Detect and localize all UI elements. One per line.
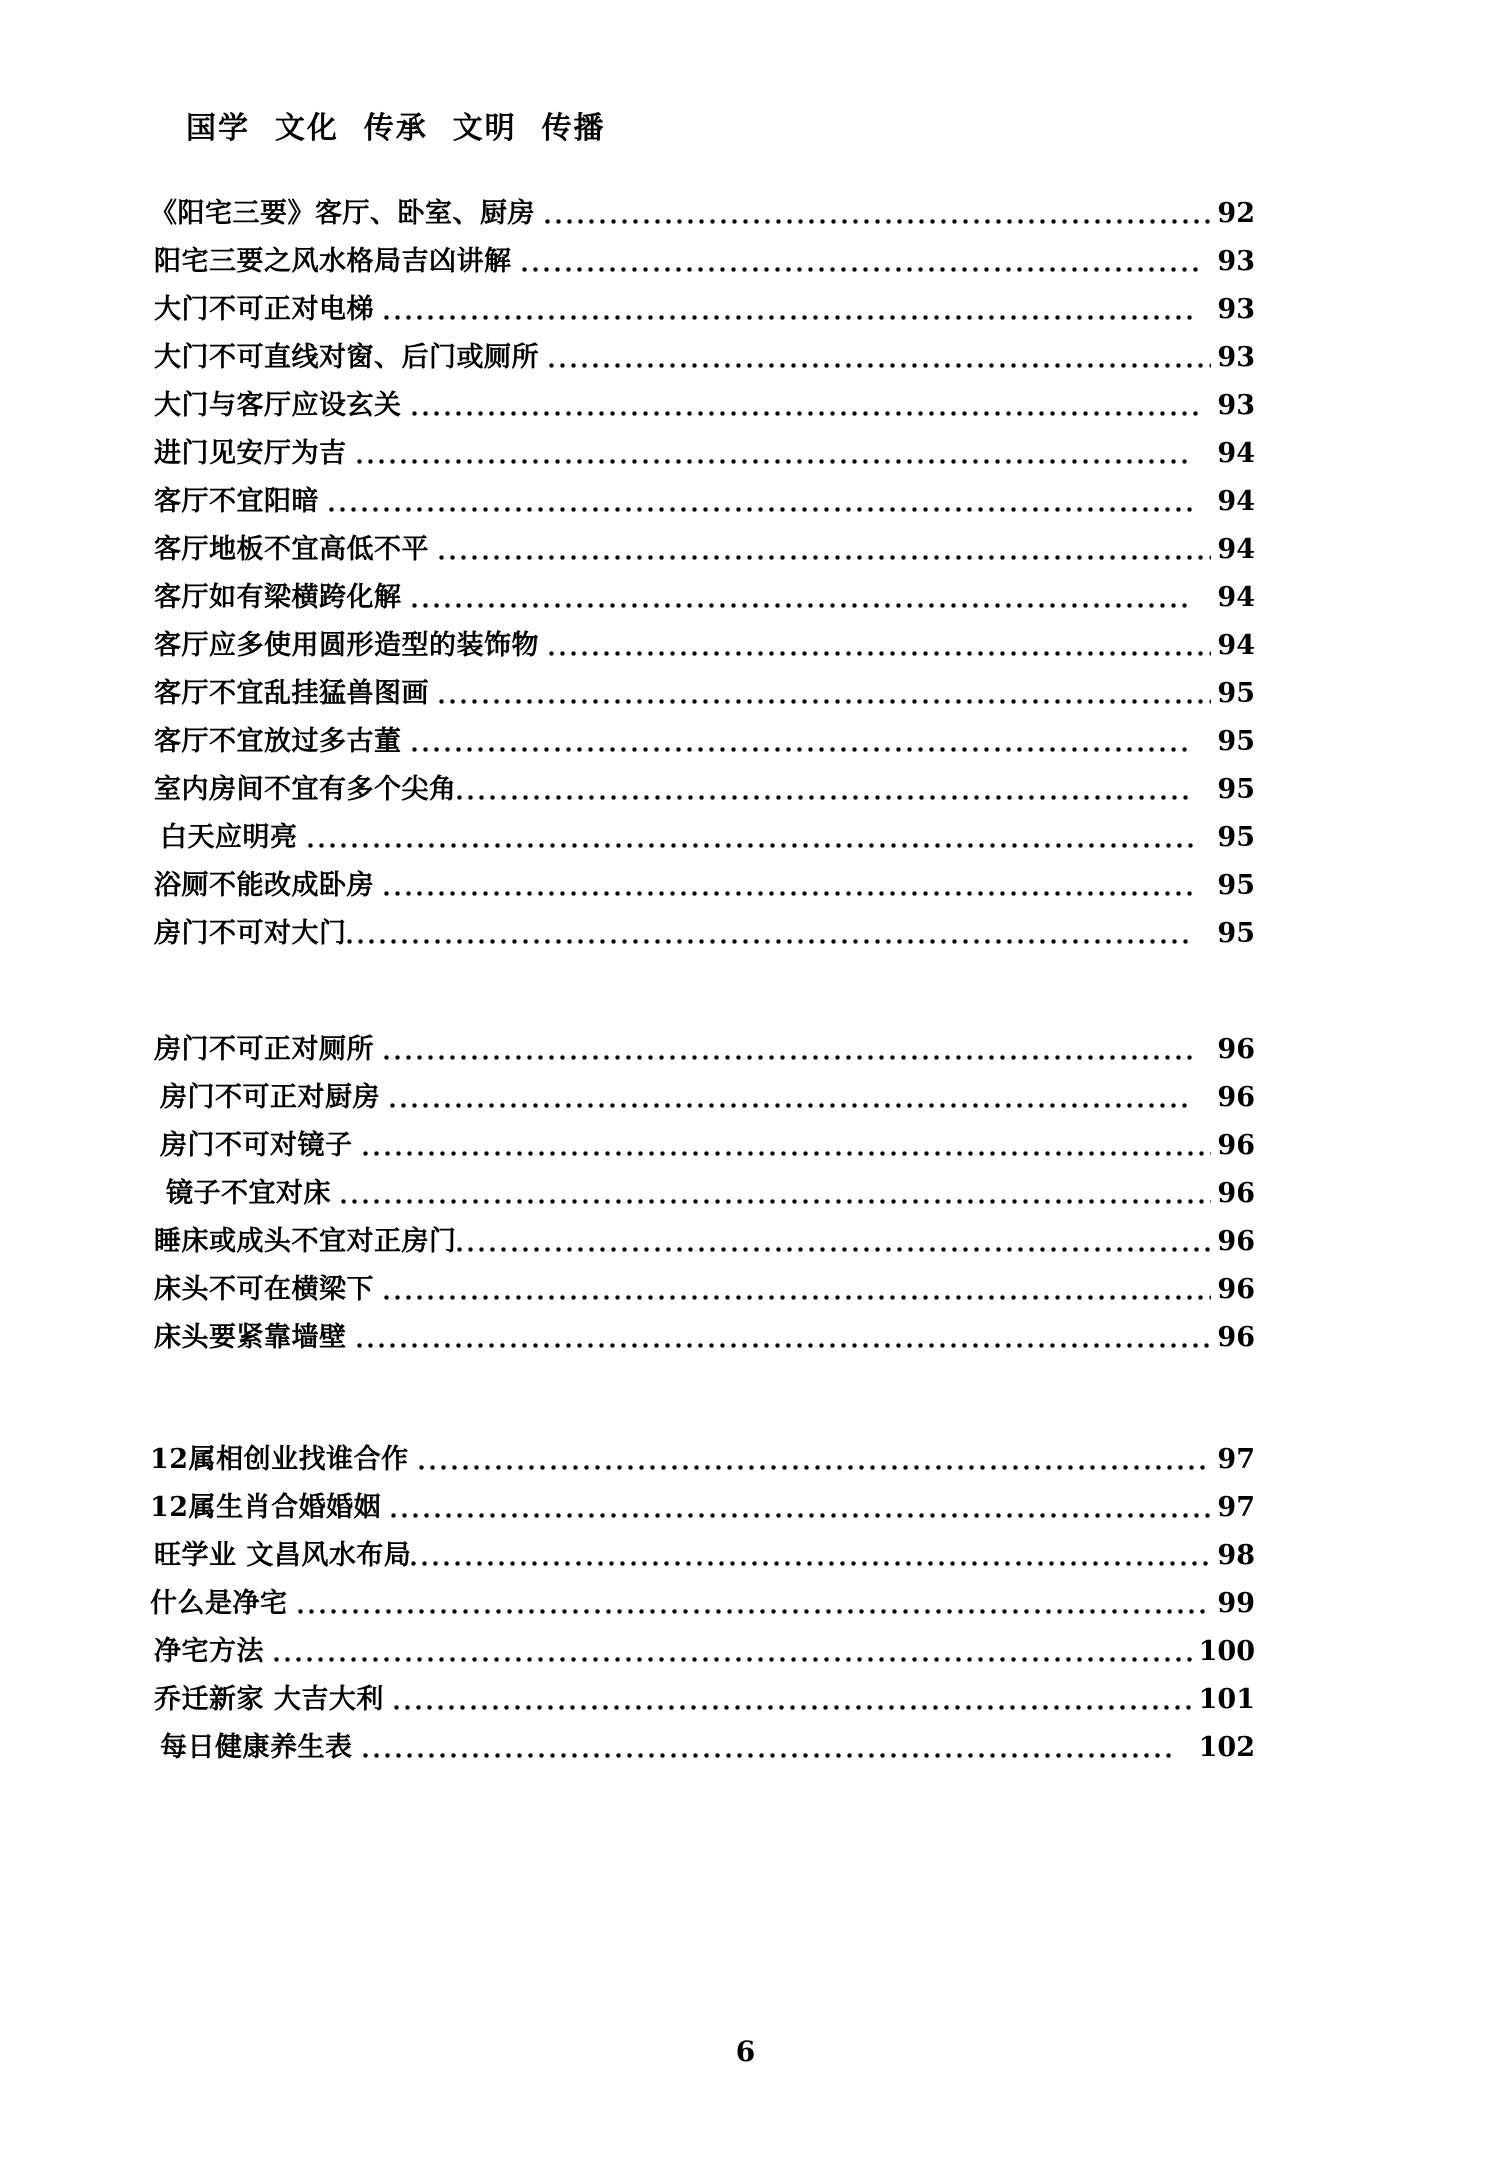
toc-entry[interactable]	[150, 814, 1255, 862]
toc-entry[interactable]	[150, 1314, 1255, 1362]
toc-entry-title: 客厅应多使用圆形造型的装饰物	[154, 630, 539, 661]
toc-entry-page-number: 96	[1217, 1322, 1255, 1353]
toc-entry-title: 12属相创业找谁合作	[150, 1444, 409, 1475]
toc-entry-page-number: 102	[1198, 1732, 1255, 1763]
toc-entry-title: 镜子不宜对床	[166, 1178, 331, 1209]
toc-entry-title: 床头要紧靠墙壁	[154, 1322, 347, 1353]
toc-section	[150, 1436, 1255, 1772]
toc-entry-page-number: 96	[1217, 1130, 1255, 1161]
section-gap	[150, 958, 1255, 1026]
toc-entry[interactable]	[150, 190, 1255, 238]
toc-entry-title: 《阳宅三要》客厅、卧室、厨房	[150, 198, 535, 229]
toc-entry-title: 白天应明亮	[160, 822, 298, 853]
toc-entry-page-number: 96	[1217, 1082, 1255, 1113]
toc-entry-page-number: 94	[1217, 582, 1255, 613]
toc-dot-leader	[390, 1074, 1193, 1122]
toc-entry-title: 客厅不宜放过多古董	[154, 726, 402, 757]
toc-entry-page-number: 99	[1217, 1588, 1255, 1619]
toc-entry-title: 客厅不宜乱挂猛兽图画	[154, 678, 429, 709]
toc-dot-leader	[439, 670, 1211, 718]
toc-entry[interactable]	[150, 1676, 1255, 1724]
table-of-contents	[150, 190, 1255, 1772]
toc-entry-title: 12属生肖合婚婚姻	[150, 1492, 382, 1523]
toc-entry[interactable]	[150, 1122, 1255, 1170]
toc-entry[interactable]	[150, 1484, 1255, 1532]
toc-entry-title: 乔迁新家 大吉大利	[154, 1684, 384, 1715]
toc-entry[interactable]	[150, 430, 1255, 478]
toc-entry-page-number: 93	[1217, 246, 1255, 277]
toc-dot-leader	[419, 1436, 1212, 1484]
section-gap	[150, 1362, 1255, 1436]
toc-entry[interactable]	[150, 1724, 1255, 1772]
toc-entry[interactable]	[150, 1532, 1255, 1580]
toc-dot-leader	[274, 1628, 1193, 1676]
toc-entry-title: 床头不可在横梁下	[154, 1274, 374, 1305]
toc-entry[interactable]	[150, 334, 1255, 382]
toc-entry-page-number: 96	[1217, 1178, 1255, 1209]
toc-entry[interactable]	[150, 718, 1255, 766]
toc-entry-title: 房门不可正对厕所	[154, 1034, 374, 1065]
toc-entry[interactable]	[150, 286, 1255, 334]
toc-entry-page-number: 95	[1217, 822, 1255, 853]
toc-entry-title: 大门与客厅应设玄关	[154, 390, 402, 421]
toc-entry-page-number: 92	[1217, 198, 1255, 229]
toc-entry[interactable]	[150, 478, 1255, 526]
toc-entry-page-number: 98	[1217, 1540, 1255, 1571]
toc-dot-leader	[341, 1170, 1211, 1218]
toc-entry-title: 客厅地板不宜高低不平	[154, 534, 429, 565]
toc-entry-page-number: 95	[1217, 870, 1255, 901]
toc-dot-leader	[522, 238, 1202, 286]
toc-dot-leader	[363, 1724, 1175, 1772]
toc-entry[interactable]	[150, 1026, 1255, 1074]
toc-entry-title: 什么是净宅	[150, 1588, 288, 1619]
page-header: 国学 文化 传承 文明 传播	[186, 111, 606, 146]
toc-dot-leader	[384, 1026, 1193, 1074]
toc-entry[interactable]	[150, 1170, 1255, 1218]
page-number-footer: 6	[735, 2035, 756, 2068]
toc-dot-leader	[357, 430, 1194, 478]
toc-entry-title: 客厅不宜阳暗	[154, 486, 319, 517]
toc-entry-title: 房门不可对镜子	[160, 1130, 353, 1161]
toc-entry[interactable]	[150, 1628, 1255, 1676]
toc-dot-leader	[549, 622, 1211, 670]
toc-entry-page-number: 96	[1217, 1226, 1255, 1257]
toc-entry[interactable]	[150, 1218, 1255, 1266]
toc-dot-leader	[329, 478, 1193, 526]
toc-entry-page-number: 95	[1217, 678, 1255, 709]
toc-dot-leader	[308, 814, 1194, 862]
toc-entry-title: 进门见安厅为吉	[154, 438, 347, 469]
toc-dot-leader	[457, 766, 1194, 814]
toc-entry-page-number: 95	[1217, 726, 1255, 757]
toc-entry[interactable]	[150, 574, 1255, 622]
toc-entry-title: 每日健康养生表	[160, 1732, 353, 1763]
toc-entry[interactable]	[150, 766, 1255, 814]
toc-entry-page-number: 93	[1217, 342, 1255, 373]
toc-entry-title: 大门不可直线对窗、后门或厕所	[154, 342, 539, 373]
toc-dot-leader	[457, 1218, 1212, 1266]
toc-entry-page-number: 94	[1217, 630, 1255, 661]
toc-dot-leader	[384, 1266, 1211, 1314]
toc-entry-page-number: 94	[1217, 438, 1255, 469]
toc-entry-page-number: 95	[1217, 918, 1255, 949]
toc-dot-leader	[411, 1532, 1211, 1580]
toc-entry[interactable]	[150, 670, 1255, 718]
toc-entry-title: 房门不可对大门	[154, 918, 347, 949]
toc-entry[interactable]	[150, 238, 1255, 286]
toc-entry-title: 睡床或成头不宜对正房门	[154, 1226, 457, 1257]
toc-entry[interactable]	[150, 526, 1255, 574]
toc-dot-leader	[298, 1580, 1212, 1628]
toc-entry-page-number: 94	[1217, 486, 1255, 517]
toc-dot-leader	[394, 1676, 1193, 1724]
toc-entry[interactable]	[150, 862, 1255, 910]
toc-dot-leader	[391, 1484, 1211, 1532]
toc-section	[150, 1026, 1255, 1362]
toc-dot-leader	[412, 574, 1194, 622]
toc-entry-page-number: 97	[1217, 1492, 1255, 1523]
toc-dot-leader	[384, 862, 1193, 910]
toc-dot-leader	[545, 190, 1211, 238]
toc-entry-page-number: 94	[1217, 534, 1255, 565]
toc-entry-title: 旺学业 文昌风水布局	[154, 1540, 412, 1571]
toc-dot-leader	[412, 718, 1194, 766]
toc-entry-page-number: 93	[1217, 390, 1255, 421]
toc-entry-page-number: 93	[1217, 294, 1255, 325]
toc-entry-title: 浴厕不能改成卧房	[154, 870, 374, 901]
toc-entry-title: 房门不可正对厨房	[160, 1082, 380, 1113]
toc-entry[interactable]	[150, 1580, 1255, 1628]
toc-dot-leader	[357, 1314, 1212, 1362]
toc-dot-leader	[439, 526, 1211, 574]
toc-dot-leader	[384, 286, 1193, 334]
toc-section	[150, 190, 1255, 958]
toc-entry-title: 大门不可正对电梯	[154, 294, 374, 325]
toc-entry-title: 净宅方法	[154, 1636, 264, 1667]
toc-dot-leader	[412, 382, 1202, 430]
toc-entry-title: 室内房间不宜有多个尖角	[154, 774, 457, 805]
toc-dot-leader	[549, 334, 1211, 382]
toc-entry-page-number: 100	[1198, 1636, 1255, 1667]
toc-entry-title: 阳宅三要之风水格局吉凶讲解	[154, 246, 512, 277]
toc-entry[interactable]	[150, 1436, 1255, 1484]
toc-entry-title: 客厅如有梁横跨化解	[154, 582, 402, 613]
toc-entry-page-number: 97	[1217, 1444, 1255, 1475]
toc-entry-page-number: 101	[1198, 1684, 1255, 1715]
toc-entry[interactable]	[150, 1074, 1255, 1122]
toc-entry-page-number: 96	[1217, 1274, 1255, 1305]
toc-entry[interactable]	[150, 1266, 1255, 1314]
toc-entry[interactable]	[150, 910, 1255, 958]
toc-dot-leader	[363, 1122, 1212, 1170]
toc-entry-page-number: 95	[1217, 774, 1255, 805]
toc-entry[interactable]	[150, 382, 1255, 430]
toc-dot-leader	[347, 910, 1194, 958]
toc-entry[interactable]	[150, 622, 1255, 670]
toc-entry-page-number: 96	[1217, 1034, 1255, 1065]
